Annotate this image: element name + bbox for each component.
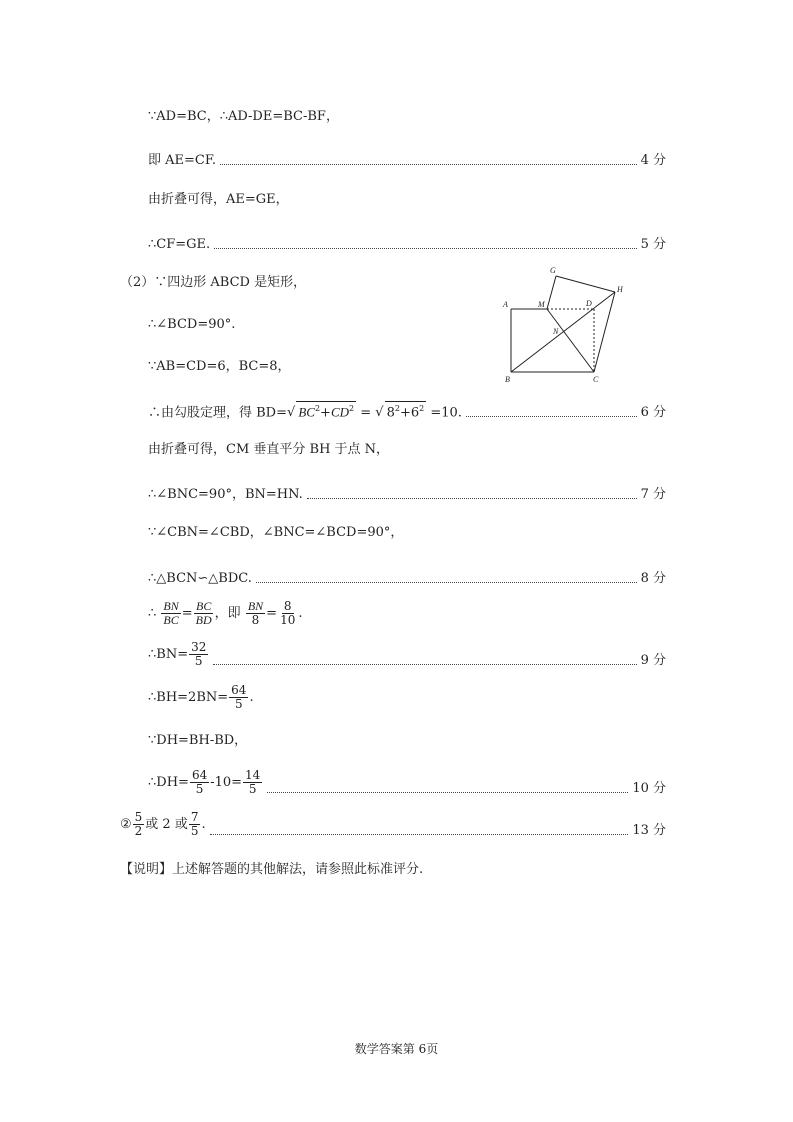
step-bh-value: ∴BH=2BN= $\frac{64}{5}$ . (148, 683, 254, 711)
label-n: N (553, 327, 559, 336)
fraction: $\frac{14}{5}$ (245, 768, 261, 796)
step-answer-part-2b: ② $\frac{5}{2}$ 或 2 或 $\frac{7}{5}$ . 13 分 (120, 810, 666, 838)
fraction: $\frac{32}{5}$ (191, 640, 207, 668)
dot-leader (210, 834, 629, 835)
segment-bh (511, 292, 615, 372)
step-cf-equals-ge: ∴CF=GE. 5 分 (148, 237, 666, 252)
dot-leader (267, 792, 628, 793)
fraction: $\frac{64}{5}$ (191, 768, 208, 796)
fraction: $\frac{8}{10}$ (280, 599, 296, 627)
dot-leader (466, 416, 637, 417)
segment-hc (594, 292, 615, 372)
fraction: $\frac{BN}{8}$ (247, 599, 264, 627)
sqrt-expression-1: √ $BC^2+CD^2$ (287, 405, 356, 420)
step-angles-equal: ∵∠CBN=∠CBD，∠BNC=∠BCD=90°， (148, 525, 404, 540)
score-label: 13 分 (632, 823, 666, 838)
step-angle-bnc: ∴∠BNC=90°，BN=HN. 7 分 (148, 487, 666, 502)
step-dh-value: ∴DH= $\frac{64}{5}$ -10= $\frac{14}{5}$ 10 分 (148, 768, 666, 796)
grading-note: 【说明】上述解答题的其他解法，请参照此标准评分. (120, 862, 424, 877)
step-similar-triangles: ∴△BCN∽△BDC. 8 分 (148, 571, 666, 586)
step-ratio: ∴ $\frac{BN}{BC}$ = $\frac{BC}{BD}$ ，即 $\frac{BN}{8}$ = $\frac{8}{10}$ . (148, 599, 303, 627)
score-label: 10 分 (632, 781, 666, 796)
sqrt-expression-2: √ $8^2+6^2$ (375, 405, 426, 420)
score-label: 6 分 (640, 405, 666, 420)
label-b: B (505, 375, 510, 384)
step-perpendicular-bisector: 由折叠可得，CM 垂直平分 BH 于点 N， (148, 442, 390, 457)
segment-gh (556, 276, 615, 292)
score-label: 7 分 (640, 487, 666, 502)
step-pythagoras: ∴由勾股定理，得 BD=√ $BC^2+CD^2$ = √ $8^2+6^2 =10$. 6 分 (148, 398, 666, 420)
score-label: 8 分 (640, 571, 666, 586)
step-angle-bcd: ∴∠BCD=90°. (148, 317, 236, 332)
dot-leader (307, 498, 637, 499)
score-label: 4 分 (640, 153, 666, 168)
fraction: $\frac{BC}{BD}$ (195, 599, 212, 627)
segment-mg (547, 276, 556, 309)
label-g: G (550, 266, 556, 275)
step-bn-value: ∴BN= $\frac{32}{5}$ 9 分 (148, 640, 666, 668)
label-d: D (586, 299, 592, 308)
dot-leader (214, 248, 636, 249)
score-label: 5 分 (640, 237, 666, 252)
label-c: C (593, 375, 599, 384)
label-h: H (617, 285, 623, 294)
dot-leader (220, 164, 637, 165)
fraction: $\frac{5}{2}$ (134, 810, 143, 838)
step-dh-formula: ∵DH=BH-BD， (148, 733, 248, 748)
step-side-lengths: ∵AB=CD=6，BC=8， (148, 359, 291, 374)
dot-leader (256, 582, 637, 583)
dot-leader (213, 664, 636, 665)
step-fold-ae-ge: 由折叠可得，AE=GE， (148, 192, 289, 207)
fraction: $\frac{7}{5}$ (190, 810, 199, 838)
step-ae-equals-cf: 即 AE=CF. 4 分 (148, 153, 666, 168)
label-m: M (538, 300, 545, 309)
score-label: 9 分 (640, 653, 666, 668)
part-2-heading: （2）∵四边形 ABCD 是矩形， (120, 275, 307, 290)
page-footer: 数学答案第 6页 (354, 1042, 439, 1056)
geometry-figure (498, 262, 633, 387)
label-a: A (503, 300, 508, 309)
segment-cm (547, 309, 594, 372)
fraction: $\frac{BN}{BC}$ (163, 599, 179, 627)
step-ad-equals-bc: ∵AD=BC，∴AD-DE=BC-BF， (148, 109, 339, 124)
fraction: $\frac{64}{5}$ (231, 683, 247, 711)
